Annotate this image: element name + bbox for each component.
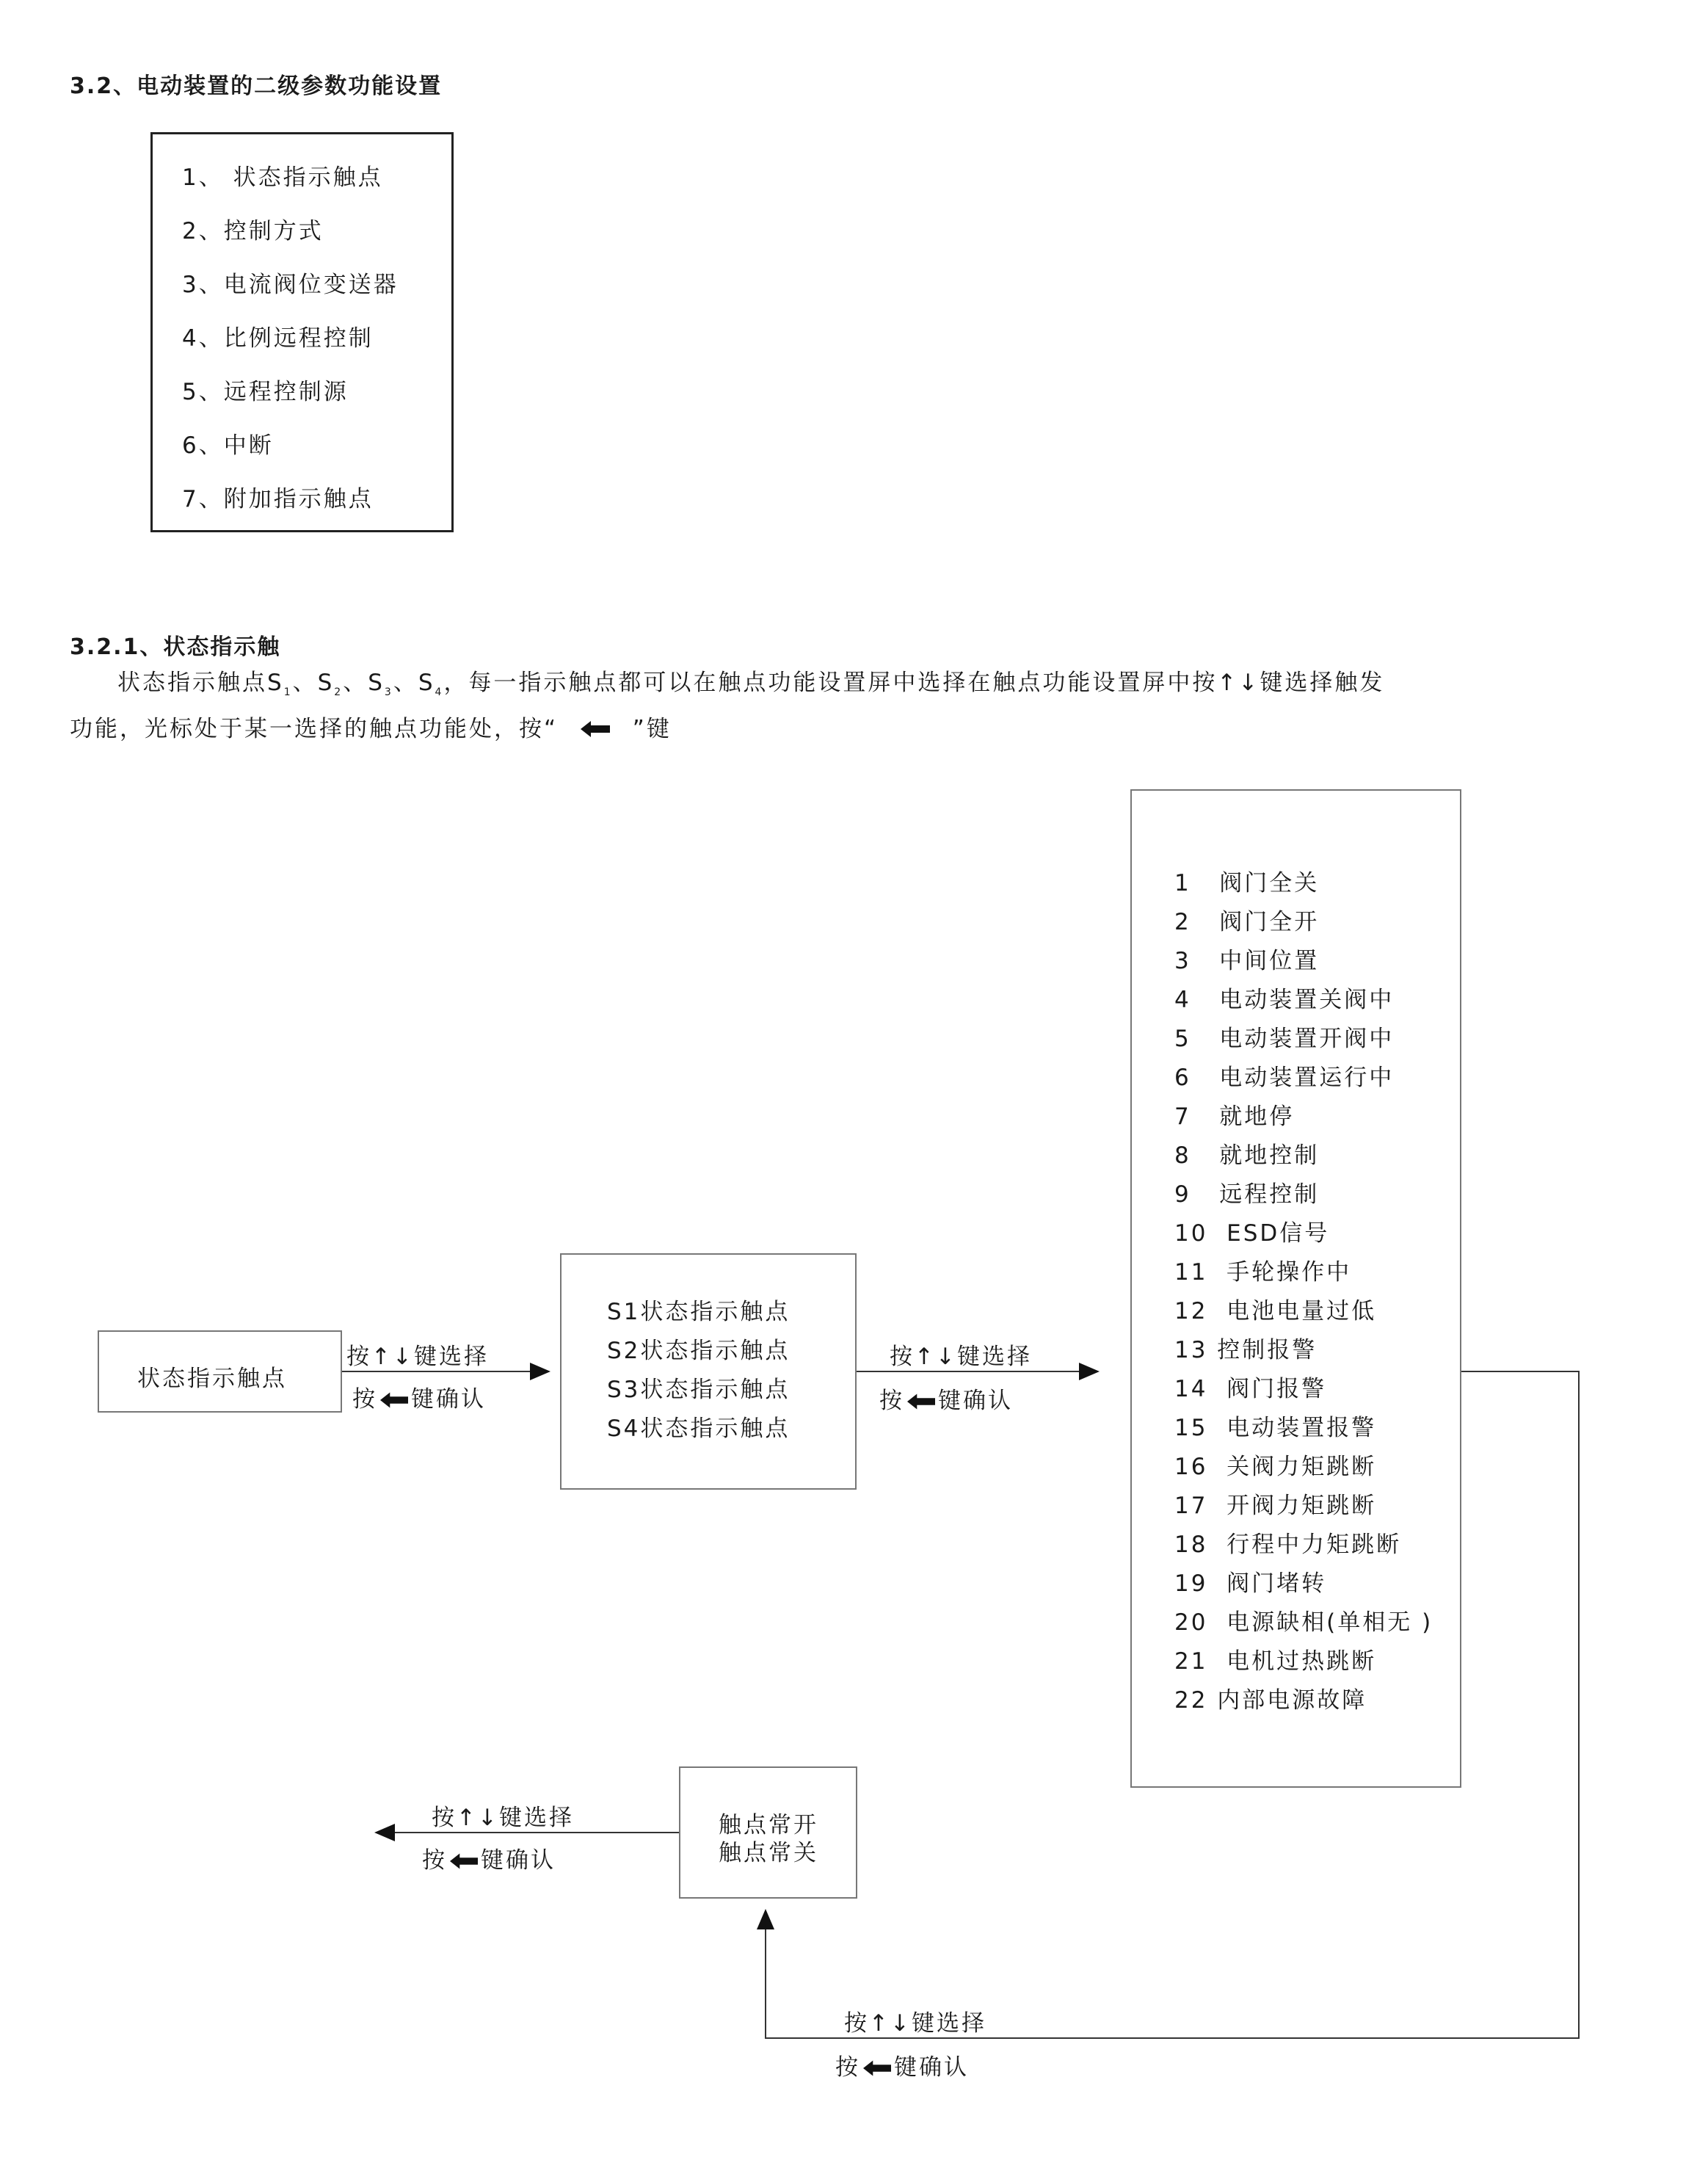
arrow-left-icon (374, 1824, 395, 1841)
s-contact-box (560, 1253, 857, 1490)
function-list-item: 22 内部电源故障 (1174, 1687, 1367, 1714)
subscript: 1 (283, 686, 293, 699)
menu-item: 3、电流阀位变送器 (182, 272, 399, 298)
select-label: 按↑↓键选择 (890, 1344, 1032, 1370)
function-list-item: 19 阀门堵转 (1174, 1570, 1327, 1597)
function-list-item: 20 电源缺相(单相无 ) (1174, 1609, 1433, 1636)
start-box-label: 状态指示触点 (137, 1366, 287, 1392)
function-list-item: 7 就地停 (1174, 1103, 1295, 1130)
function-list-item: 12 电池电量过低 (1174, 1298, 1377, 1324)
enter-arrow-icon (907, 1389, 935, 1416)
enter-arrow-icon (450, 1849, 478, 1875)
paragraph-text: ”键 (632, 716, 672, 742)
connector-line (765, 1927, 766, 2039)
enter-arrow-icon (380, 1388, 408, 1414)
connector-line (857, 1371, 1080, 1372)
menu-item: 6、中断 (182, 432, 274, 459)
confirm-prefix: 按 (835, 2054, 860, 2081)
s-contact-item: S1状态指示触点 (607, 1299, 791, 1325)
enter-arrow-icon (581, 719, 610, 742)
paragraph-text: 功能，光标处于某一选择的触点功能处，按“ (70, 716, 559, 742)
confirm-suffix: 键确认 (411, 1386, 486, 1413)
function-list-item: 10 ESD信号 (1174, 1220, 1330, 1247)
function-list-item: 18 行程中力矩跳断 (1174, 1532, 1402, 1558)
arrow-right-icon (1079, 1363, 1100, 1380)
paragraph-text: 、S (343, 670, 385, 696)
select-label: 按↑↓键选择 (844, 2010, 986, 2037)
confirm-prefix: 按 (352, 1386, 377, 1413)
connector-line (393, 1832, 679, 1833)
contact-state-item: 触点常开 (719, 1812, 818, 1838)
function-list-item: 21 电机过热跳断 (1174, 1648, 1377, 1675)
function-list-item: 15 电动装置报警 (1174, 1415, 1377, 1441)
enter-arrow-icon (863, 2056, 891, 2082)
function-list-item: 16 关阀力矩跳断 (1174, 1454, 1377, 1480)
confirm-suffix: 键确认 (938, 1388, 1013, 1414)
paragraph-line-2 (70, 718, 672, 742)
confirm-label (352, 1380, 486, 1414)
s-contact-item: S2状态指示触点 (607, 1338, 791, 1364)
confirm-label (879, 1382, 1013, 1416)
menu-item: 5、远程控制源 (182, 379, 349, 405)
paragraph-text: ，每一指示触点都可以在触点功能设置屏中选择在触点功能设置屏中按↑↓键选择触发 (443, 670, 1385, 696)
select-label: 按↑↓键选择 (432, 1805, 574, 1831)
connector-line (1461, 1371, 1580, 1372)
parameter-menu-box (150, 132, 454, 532)
function-list-item: 11 手轮操作中 (1174, 1259, 1352, 1286)
connector-line (1578, 1371, 1580, 2039)
function-list-item: 4 电动装置关阀中 (1174, 987, 1395, 1013)
function-list-item: 6 电动装置运行中 (1174, 1065, 1395, 1091)
function-list-item: 8 就地控制 (1174, 1142, 1320, 1169)
start-box (98, 1330, 342, 1413)
menu-item: 2、控制方式 (182, 218, 324, 244)
s-contact-item: S4状态指示触点 (607, 1416, 791, 1442)
select-label: 按↑↓键选择 (346, 1344, 489, 1370)
confirm-label (835, 2048, 969, 2082)
function-list-item: 3 中间位置 (1174, 948, 1320, 974)
confirm-prefix: 按 (879, 1388, 904, 1414)
menu-item: 4、比例远程控制 (182, 325, 374, 352)
confirm-label (422, 1841, 556, 1875)
function-list-item: 1 阀门全关 (1174, 870, 1320, 896)
function-list-item: 14 阀门报警 (1174, 1376, 1327, 1402)
subscript: 3 (384, 686, 393, 699)
function-list-item: 2 阀门全开 (1174, 909, 1320, 935)
paragraph-text: 状态指示触点S (117, 670, 284, 696)
paragraph-text: 、S (292, 670, 335, 696)
paragraph-line-1 (117, 672, 1384, 697)
menu-item: 1、 状态指示触点 (182, 164, 383, 191)
subsection-title: 3.2.1、状态指示触 (70, 634, 281, 660)
function-list-item: 17 开阀力矩跳断 (1174, 1493, 1377, 1519)
connector-line (342, 1371, 533, 1372)
subscript: 2 (334, 686, 344, 699)
section-title: 3.2、电动装置的二级参数功能设置 (70, 73, 443, 99)
function-list-item: 5 电动装置开阀中 (1174, 1026, 1395, 1052)
arrow-up-icon (757, 1909, 774, 1929)
s-contact-item: S3状态指示触点 (607, 1377, 791, 1403)
function-list-box (1130, 789, 1461, 1788)
confirm-suffix: 键确认 (894, 2054, 969, 2081)
menu-item: 7、附加指示触点 (182, 486, 374, 512)
paragraph-text: 、S (393, 670, 435, 696)
confirm-suffix: 键确认 (481, 1847, 556, 1874)
confirm-prefix: 按 (422, 1847, 447, 1874)
subscript: 4 (435, 686, 444, 699)
function-list-item: 13 控制报警 (1174, 1337, 1318, 1363)
contact-state-item: 触点常关 (719, 1840, 818, 1866)
arrow-right-icon (530, 1363, 550, 1380)
function-list-item: 9 远程控制 (1174, 1181, 1320, 1208)
contact-state-box (679, 1766, 857, 1899)
connector-line (765, 2037, 1580, 2039)
